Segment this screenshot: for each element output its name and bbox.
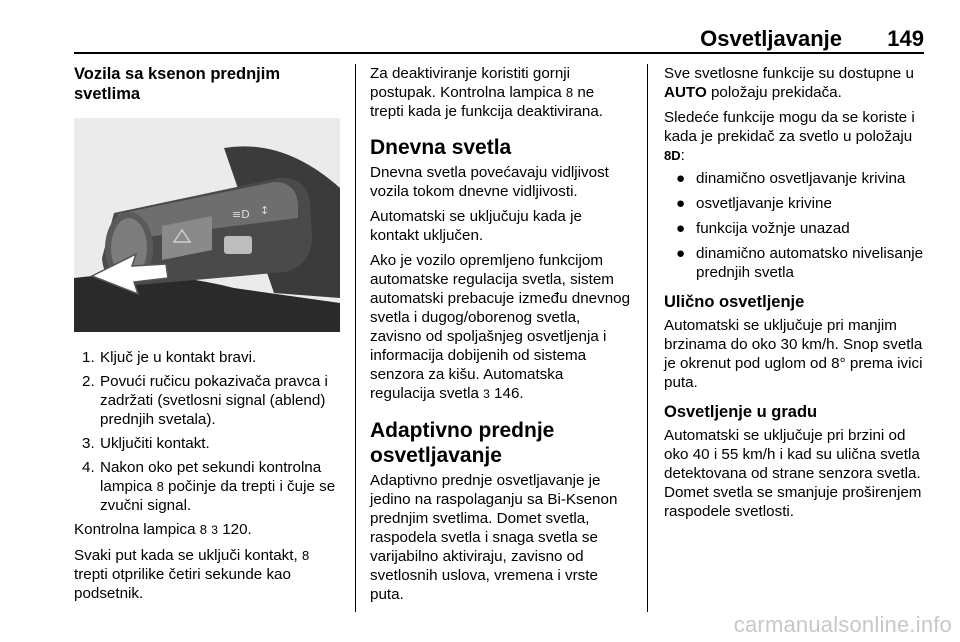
step-text: Nakon oko pet sekundi kontrolna lampica	[100, 459, 322, 495]
paragraph-daytime-2: Automatski se uključuju kada je kontakt uključen.	[370, 208, 582, 244]
page-number: 149	[887, 26, 924, 51]
heading-city-lighting: Osvetljenje u gradu	[664, 403, 818, 421]
bullet-icon: ●	[676, 220, 686, 237]
step-number: 2.	[82, 373, 95, 390]
paragraph-adaptive: Adaptivno prednje osvetljavanje je jedino na raspolaganju sa Bi-Ksenon prednjim svetlima. Domet svetla, raspodela svetla i snaga svetla se varijabilno aktiviraju, zavisno od svetlosnih uslova, vremena i vrste puta.	[370, 472, 618, 603]
stalk-figure-svg	[74, 118, 340, 332]
paragraph-switch-position: Sledeće funkcije mogu da se koriste i kada je prekidač za svetlo u položaju 8D:	[664, 109, 915, 164]
list-item	[74, 458, 340, 515]
page-header	[74, 22, 924, 54]
column-divider-2	[647, 64, 648, 612]
step-number: 1.	[82, 349, 95, 366]
paragraph-auto: Sve svetlosne funkcije su dostupne u AUTO položaju prekidača.	[664, 65, 914, 101]
list-item: ● dinamično osvetljavanje krivina	[676, 170, 906, 187]
bullet-icon: ●	[676, 195, 686, 212]
list-item: ● funkcija vožnje unazad	[676, 220, 850, 237]
watermark: carmanualsonline.info	[733, 612, 952, 637]
column-2	[370, 64, 632, 604]
paragraph-lamp-ref: Kontrolna lampica 8 3 120.	[74, 521, 252, 538]
step-number: 3.	[82, 435, 95, 452]
list-item	[74, 434, 340, 453]
page-ref-arrow-icon: 3	[211, 523, 218, 537]
page-ref-link[interactable]: 120.	[222, 521, 252, 538]
heading-street-lighting: Ulično osvetljenje	[664, 293, 805, 311]
functions-list	[664, 169, 928, 282]
section-title: Osvetljavanje	[700, 26, 842, 51]
list-item	[74, 348, 340, 367]
list-item: ● dinamično automatsko nivelisanje prednjih svetla	[676, 245, 924, 281]
heading-xenon: Vozila sa ksenon prednjim svetlima	[74, 65, 281, 103]
list-item: ● osvetljavanje krivine	[676, 195, 832, 212]
paragraph-daytime-1: Dnevna svetla povećavaju vidljivost vozila tokom dnevne vidljivosti.	[370, 164, 609, 200]
page-ref-link[interactable]: 146.	[494, 385, 524, 402]
svg-text:≡D: ≡D	[232, 208, 250, 221]
warning-lamp-icon: 8	[156, 479, 164, 494]
paragraph-street-lighting: Automatski se uključuje pri manjim brzinama do oko 30 km/h. Snop svetla je okrenut pod uglom od 8° prema ivici puta.	[664, 317, 923, 391]
paragraph-reminder: Svaki put kada se uključi kontakt, 8 trepti otprilike četiri sekunde kao podsetnik.	[74, 547, 310, 602]
step-text: Povući ručicu pokazivača pravca i zadržati (svetlosni signal (ablend) prednjih svetala).	[100, 373, 328, 428]
low-beam-icon: 8D	[664, 148, 681, 163]
column-1	[74, 64, 340, 603]
step-number: 4.	[82, 459, 95, 476]
bullet-icon: ●	[676, 245, 686, 262]
bullet-icon: ●	[676, 170, 686, 187]
column-3	[664, 64, 928, 521]
stalk-illustration	[74, 118, 340, 332]
warning-lamp-icon: 8	[199, 522, 208, 537]
warning-lamp-icon: 8	[301, 548, 310, 563]
step-text: Ključ je u kontakt bravi.	[100, 349, 257, 366]
heading-daytime-lights: Dnevna svetla	[370, 136, 512, 159]
page-ref-arrow-icon: 3	[483, 387, 490, 401]
auto-label: AUTO	[664, 84, 707, 101]
paragraph-deactivate: Za deaktiviranje koristiti gornji postupak. Kontrolna lampica 8 ne trepti kada je funkcija deaktivirana.	[370, 65, 604, 120]
heading-adaptive-lighting: Adaptivno prednje osvetljavanje	[370, 419, 555, 467]
step-text: počinje da trepti i čuje se zvučni signal.	[100, 478, 336, 514]
list-item	[74, 372, 340, 429]
steps-list	[74, 348, 340, 515]
step-text: Uključiti kontakt.	[100, 435, 210, 452]
column-divider-1	[355, 64, 356, 612]
warning-lamp-icon: 8	[565, 85, 574, 100]
paragraph-city-lighting: Automatski se uključuje pri brzini od oko 40 i 55 km/h i kad su ulična svetla detektovana od strane senzora svetla. Domet svetla se smanjuje proširenjem raspodele svetlosti.	[664, 427, 922, 520]
paragraph-daytime-3: Ako je vozilo opremljeno funkcijom automatske regulacija svetla, sistem automatski prebacuje između dnevnog svetla i dugog/oborenog svetla, zavisno od spoljašnjeg osvetljenja i informacija dobijenih od sistema senzora za kišu. Automatska regulacija svetla 3 146.	[370, 252, 631, 402]
svg-text:↕: ↕	[260, 204, 270, 217]
